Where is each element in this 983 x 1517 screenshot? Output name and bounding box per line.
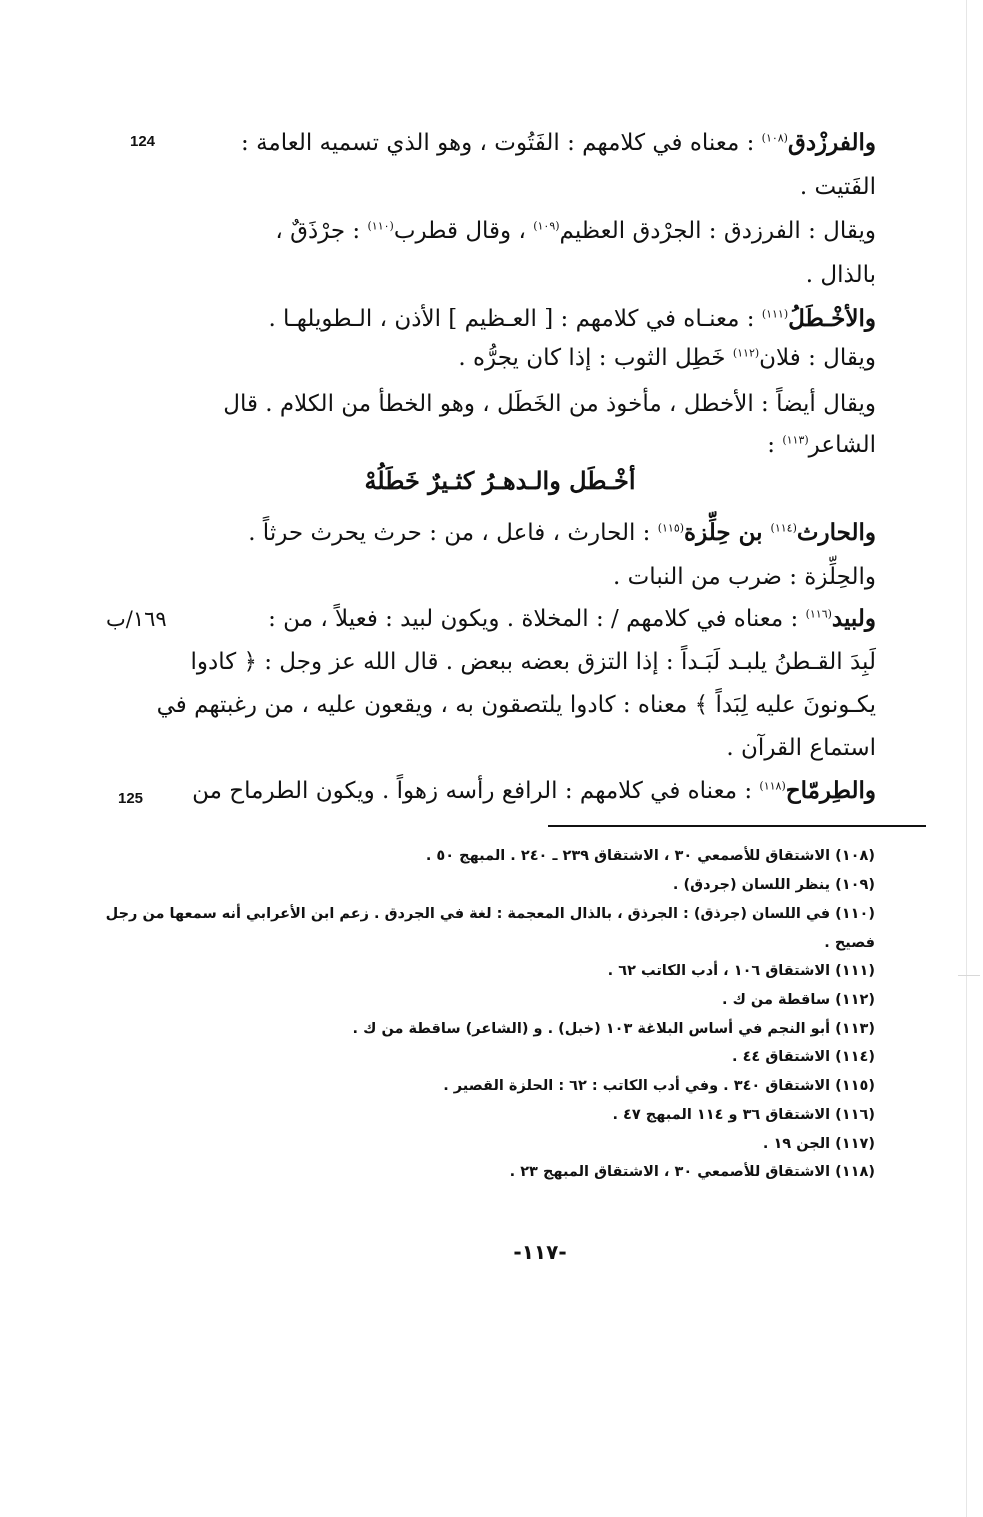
body-line-9 xyxy=(248,518,876,548)
footnote-114: (١١٤) الاشتقاق ٤٤ . xyxy=(732,1049,875,1065)
entry-headword: والأخْـطَلُ xyxy=(788,305,876,332)
footnote-115: (١١٥) الاشتقاق ٣٤٠ . وفي أدب الكاتب : ٦٢ : الحلزة القصير . xyxy=(443,1078,875,1094)
footnote-ref: (١١٣) xyxy=(782,433,809,447)
footnote-separator xyxy=(548,825,926,827)
footnote-ref: (١٠٨) xyxy=(761,131,788,145)
entry-headword: والطِرمّاح xyxy=(785,777,876,804)
body-text: خَطِل الثوب : إذا كان يجرُّه . xyxy=(458,345,733,371)
page-edge-tick xyxy=(958,975,980,976)
footnote-116: (١١٦) الاشتقاق ٣٦ و ١١٤ المبهج ٤٧ . xyxy=(612,1107,875,1123)
body-text: : الحارث ، فاعل ، من : حرث يحرث حرثاً . xyxy=(248,520,658,546)
body-line-10: والحِلِّزة : ضرب من النبات . xyxy=(613,564,876,590)
footnote-109: (١٠٩) ينظر اللسان (جردق) . xyxy=(672,877,875,893)
body-line-6 xyxy=(458,343,876,373)
body-line-3 xyxy=(275,216,876,246)
footnote-108: (١٠٨) الاشتقاق للأصمعي ٣٠ ، الاشتقاق ٢٣٩ ـ ٢٤٠ . المبهج ٥٠ . xyxy=(425,848,875,864)
body-text: : معنـاه في كلامهم : [ العـظيم ] الأذن ، الـطويلهـا . xyxy=(268,306,762,332)
body-line-7: ويقال أيضاً : الأخطل ، مأخوذ من الخَطَل ، وهو الخطأ من الكلام . قال xyxy=(223,391,876,417)
body-text: الشاعر xyxy=(808,432,876,458)
entry-headword: بن حِلِّزة xyxy=(684,519,771,546)
body-line-1 xyxy=(241,128,876,158)
footnote-110-cont: فصيح . xyxy=(824,935,875,951)
footnote-ref: (١١٤) xyxy=(770,521,797,535)
footnote-ref: (١١٥) xyxy=(657,521,685,535)
body-text: : xyxy=(767,432,783,458)
body-text: ويقال : فلان xyxy=(759,345,876,371)
footnote-ref: (١١٠) xyxy=(367,219,394,233)
body-line-15 xyxy=(192,776,876,806)
page-number: -١١٧- xyxy=(513,1240,567,1264)
body-text: ويقال : الفرزدق : الجرْدق العظيم xyxy=(559,218,876,244)
body-line-13: يكـونونَ عليه لِبَداً ﴾ معناه : كادوا يلتصقون به ، ويقعون عليه ، من رغبتهم في xyxy=(156,692,876,718)
margin-page-ref-124: 124 xyxy=(130,133,156,150)
body-text: : معناه في كلامهم : الفَتُوت ، وهو الذي تسميه العامة : xyxy=(241,130,762,156)
footnote-ref: (١١٨) xyxy=(759,779,786,793)
body-line-2: الفَتيت . xyxy=(799,174,876,200)
margin-folio-ref: ١٦٩/ب xyxy=(106,607,167,631)
footnote-ref: (١١٦) xyxy=(805,607,832,621)
body-line-5 xyxy=(268,304,876,334)
entry-headword: ولبيد xyxy=(831,605,876,632)
margin-page-ref-125: 125 xyxy=(118,790,144,807)
page-edge-line xyxy=(966,0,967,1517)
footnote-113: (١١٣) أبو النجم في أساس البلاغة ١٠٣ (خبل) . و (الشاعر) ساقطة من ك . xyxy=(352,1021,875,1037)
footnote-111: (١١١) الاشتقاق ١٠٦ ، أدب الكاتب ٦٢ . xyxy=(607,963,875,979)
body-line-12: لَبِدَ القـطنُ يلبـد لَبَـداً : إذا التزق بعضه ببعض . قال الله عز وجل : ﴿ كادوا xyxy=(190,649,876,675)
footnote-ref: (١١١) xyxy=(761,307,789,321)
footnote-117: (١١٧) الجن ١٩ . xyxy=(762,1136,875,1152)
body-line-4: بالذال . xyxy=(805,262,876,288)
body-text: ، وقال قطرب xyxy=(393,218,534,244)
entry-headword: والحارث xyxy=(796,519,876,546)
body-text: : معناه في كلامهم : الرافع رأسه زهواً . ويكون الطرماح من xyxy=(192,778,760,804)
body-line-8 xyxy=(767,430,876,460)
footnote-110: (١١٠) في اللسان (جرذق) : الجرذق ، بالذال المعجمة : لغة في الجردق . زعم ابن الأعرابي أنه سمعها من رجل xyxy=(105,906,875,922)
body-text: : معناه في كلامهم / : المخلاة . ويكون لبيد : فعيلاً ، من : xyxy=(268,606,806,632)
entry-headword: والفرزْدق xyxy=(787,129,876,156)
footnote-112: (١١٢) ساقطة من ك . xyxy=(722,992,875,1008)
footnote-ref: (١٠٩) xyxy=(533,219,560,233)
footnote-ref: (١١٢) xyxy=(732,346,760,360)
footnote-118: (١١٨) الاشتقاق للأصمعي ٣٠ ، الاشتقاق المبهج ٢٣ . xyxy=(509,1164,875,1180)
body-line-14: استماع القرآن . xyxy=(726,735,876,761)
body-text: : جرْذَقٌ ، xyxy=(275,218,368,244)
poetry-verse: أخْـطَل والـدهـرُ كثـيرٌ خَطَلُهْ xyxy=(364,466,636,495)
body-line-11 xyxy=(268,604,876,634)
